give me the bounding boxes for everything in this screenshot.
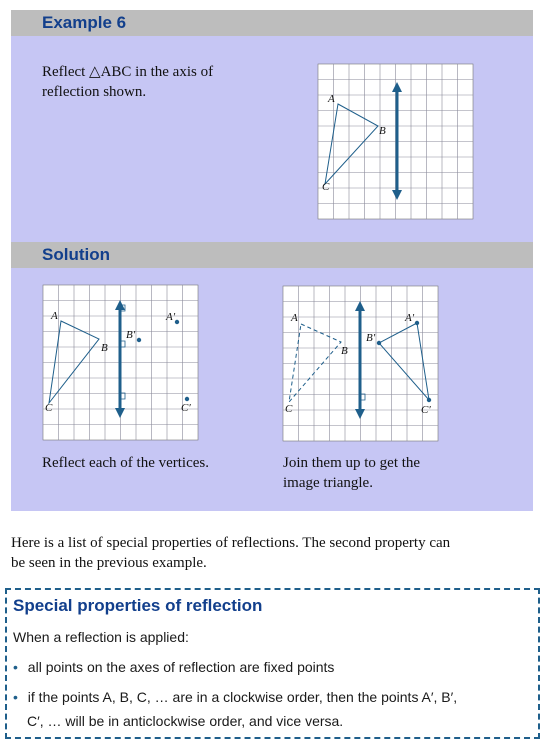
point-a-prime <box>415 321 419 325</box>
label-a: A <box>328 93 335 105</box>
label-a-prime: A′ <box>405 312 415 324</box>
bullet-icon: • <box>13 659 18 675</box>
solution-title: Solution <box>42 245 110 264</box>
example-header <box>11 10 533 36</box>
label-b-prime: B′ <box>126 329 136 341</box>
point-b-prime <box>377 341 381 345</box>
property-item-2 <box>13 685 533 733</box>
question-line-2: reflection shown. <box>42 84 147 100</box>
example-title: Example 6 <box>42 13 127 32</box>
point-c-prime <box>185 397 189 401</box>
solution-figure-left <box>41 283 201 443</box>
property-item-2-line-1: if the points A, B, C, … are in a clockwise order, then the points A′, B′, <box>27 689 458 705</box>
intro-line-2: be seen in the previous example. <box>11 555 207 571</box>
example-grid-figure <box>316 62 476 222</box>
label-a-prime: A′ <box>166 311 176 323</box>
caption-right-line-1: Join them up to get the <box>283 455 421 471</box>
point-b-prime <box>137 338 141 342</box>
property-item-1-text: all points on the axes of reflection are fixed points <box>27 659 335 675</box>
label-b: B <box>379 125 386 137</box>
solution-caption-right <box>283 453 523 493</box>
intro-paragraph <box>11 533 536 573</box>
solution-caption-left: Reflect each of the vertices. <box>42 455 209 471</box>
property-item-1 <box>13 655 533 679</box>
solution-header <box>11 242 533 268</box>
label-b: B <box>341 345 348 357</box>
point-a-prime <box>175 320 179 324</box>
intro-line-1: Here is a list of special properties of reflections. The second property can <box>11 535 451 551</box>
label-c-prime: C′ <box>181 402 191 414</box>
caption-right-line-2: image triangle. <box>283 475 373 491</box>
bullet-icon: • <box>13 689 18 705</box>
label-c: C <box>285 403 293 415</box>
question-line-1: Reflect △ABC in the axis of <box>42 64 214 80</box>
label-c-prime: C′ <box>421 404 431 416</box>
label-a: A <box>291 312 298 324</box>
label-b-prime: B′ <box>366 332 376 344</box>
label-c: C <box>322 181 330 193</box>
property-item-2-line-2: C′, … will be in anticlockwise order, and vice versa. <box>27 713 344 729</box>
properties-title: Special properties of reflection <box>13 596 263 615</box>
label-b: B <box>101 342 108 354</box>
label-c: C <box>45 402 53 414</box>
point-c-prime <box>427 398 431 402</box>
solution-figure-right <box>281 284 441 444</box>
example-question <box>42 62 292 102</box>
properties-lead: When a reflection is applied: <box>13 629 189 645</box>
label-a: A <box>51 310 58 322</box>
